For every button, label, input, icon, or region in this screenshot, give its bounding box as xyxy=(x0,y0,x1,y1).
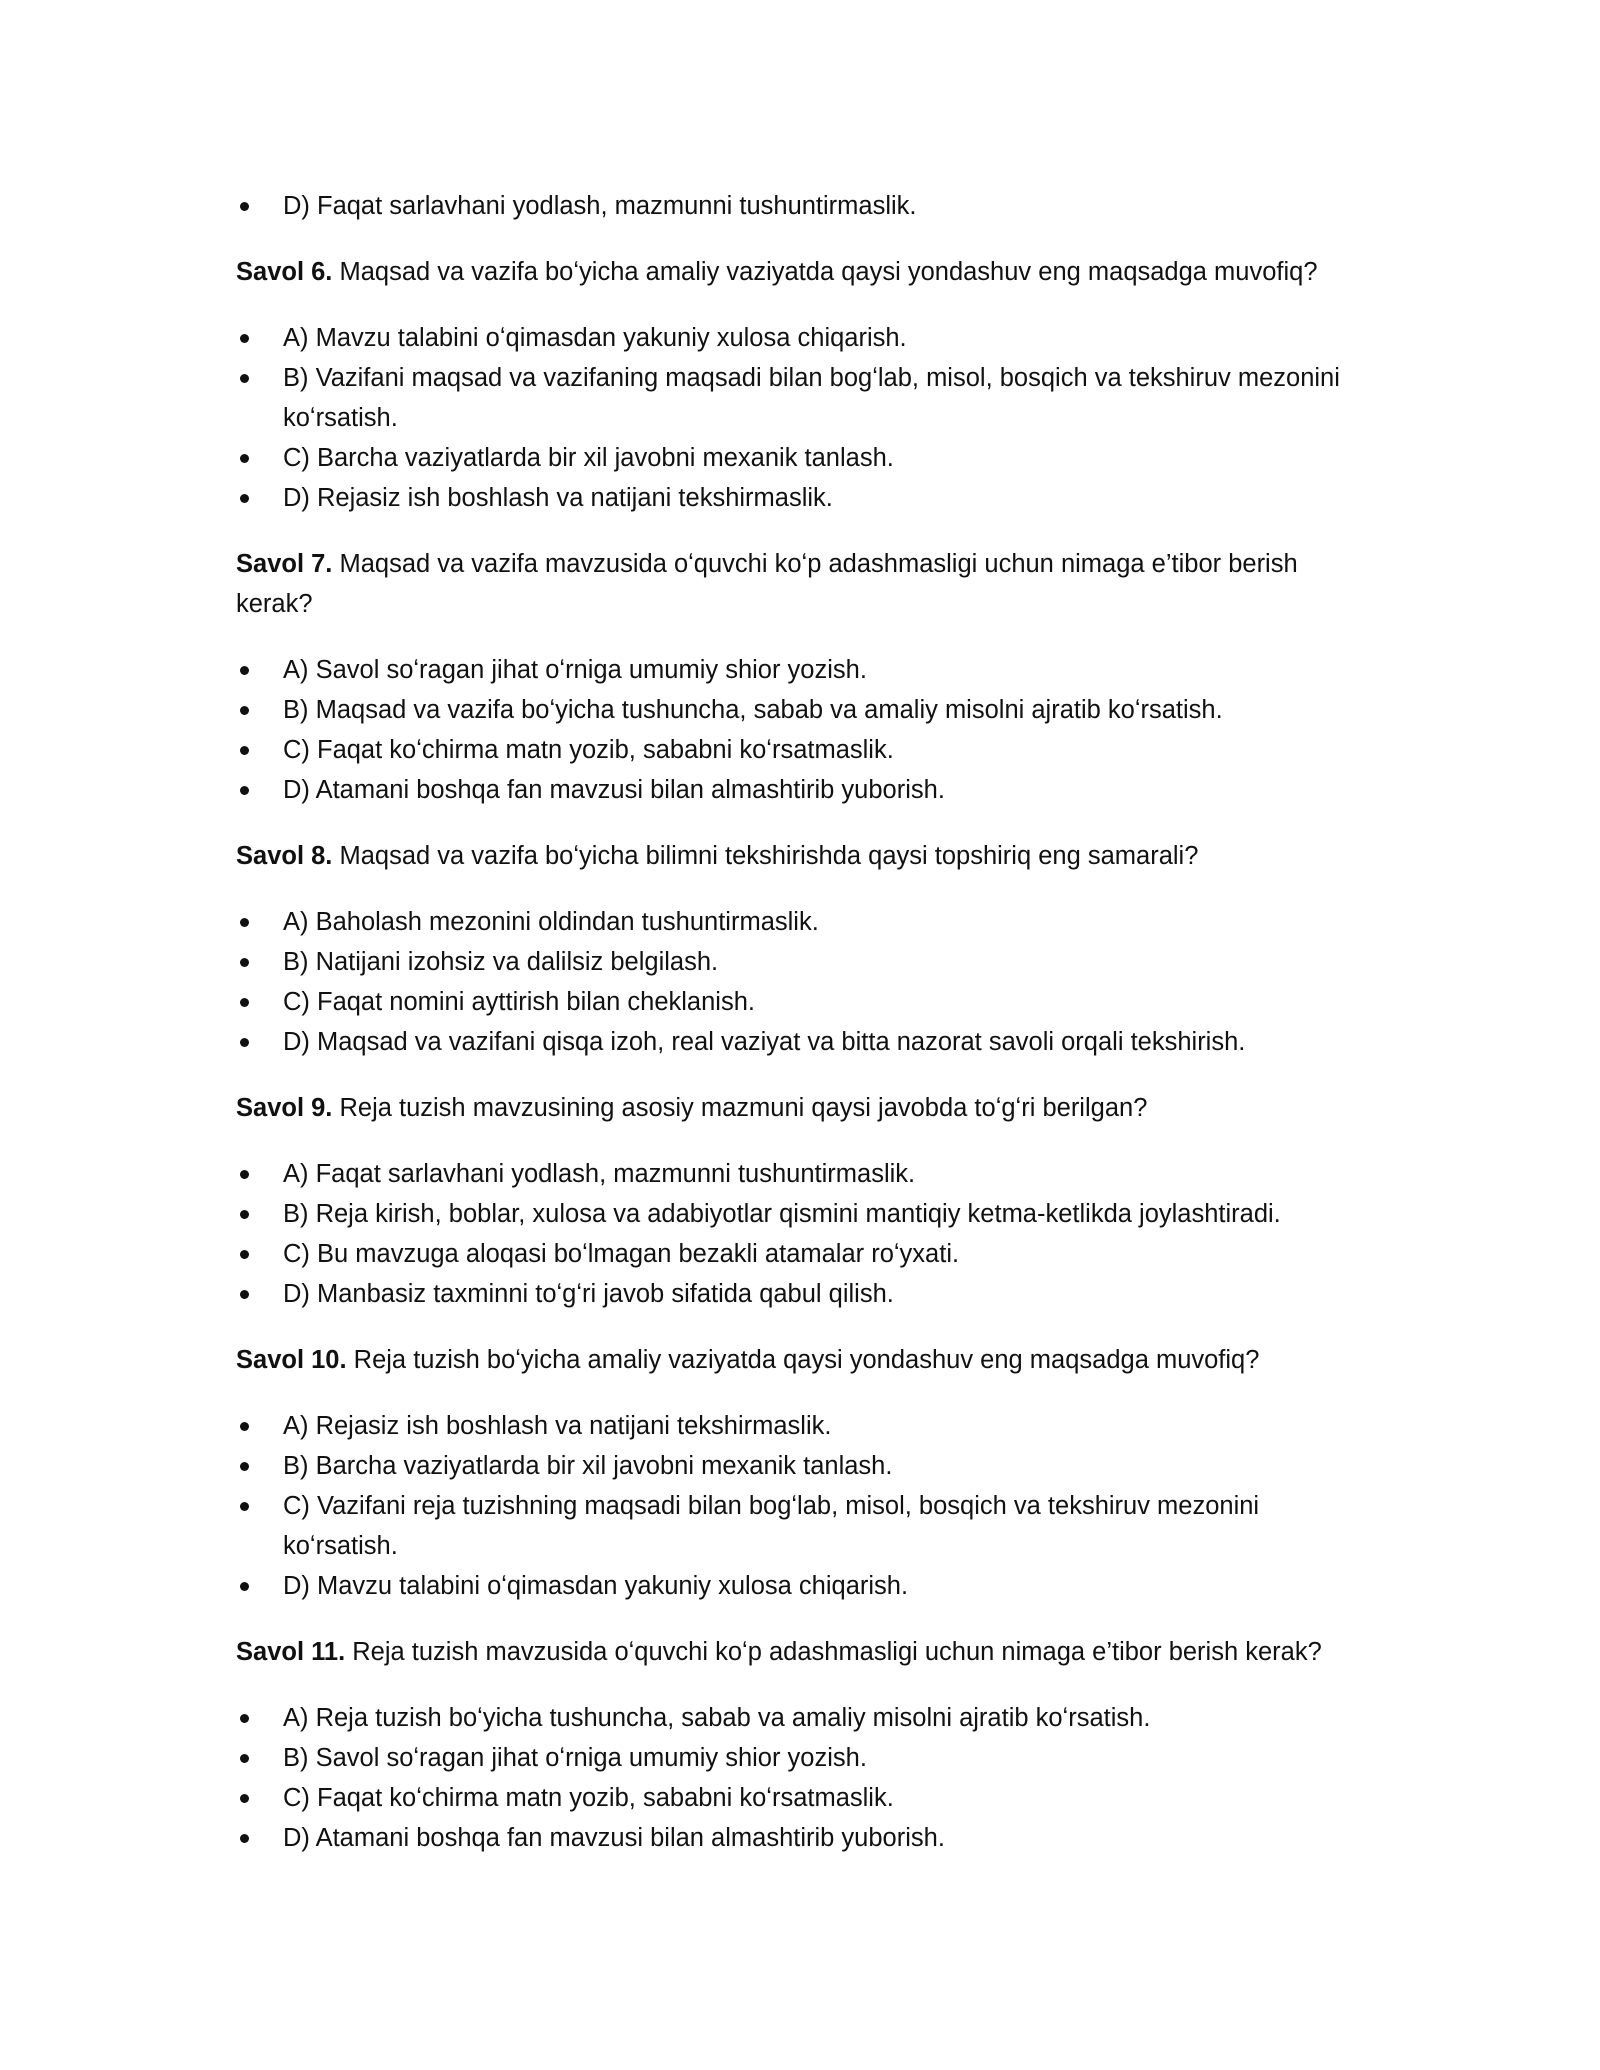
question-label: Savol 10. xyxy=(236,1346,347,1374)
answer-option-text: C) Faqat koʻchirma matn yozib, sababni koʻrsatmaslik. xyxy=(283,736,894,764)
answer-option-text: A) Reja tuzish boʻyicha tushuncha, sabab va amaliy misolni ajratib koʻrsatish. xyxy=(283,1704,1151,1732)
answer-option-text: B) Savol soʻragan jihat oʻrniga umumiy shior yozish. xyxy=(283,1744,867,1772)
question-label: Savol 8. xyxy=(236,842,333,870)
question-label: Savol 6. xyxy=(236,258,333,286)
bullet-icon xyxy=(240,494,249,503)
answer-options-list xyxy=(236,1406,1360,1606)
bullet-icon xyxy=(240,1250,249,1259)
answer-option-text: B) Vazifani maqsad va vazifaning maqsadi bilan bogʻlab, misol, bosqich va tekshiruv mezonini koʻrsatish. xyxy=(283,364,1340,432)
answer-option-text: A) Rejasiz ish boshlash va natijani tekshirmaslik. xyxy=(283,1412,832,1440)
answer-option xyxy=(236,650,1360,690)
bullet-icon xyxy=(240,334,249,343)
bullet-icon xyxy=(240,1502,249,1511)
answer-option-text: D) Mavzu talabini oʻqimasdan yakuniy xulosa chiqarish. xyxy=(283,1572,909,1600)
answer-option-text: C) Faqat nomini ayttirish bilan cheklanish. xyxy=(283,988,755,1016)
answer-option xyxy=(236,1778,1360,1818)
question-text: Reja tuzish mavzusining asosiy mazmuni qaysi javobda toʻgʻri berilgan? xyxy=(332,1094,1148,1122)
answer-options-list xyxy=(236,902,1360,1062)
answer-option-text: D) Atamani boshqa fan mavzusi bilan almashtirib yuborish. xyxy=(283,1824,945,1852)
answer-option xyxy=(236,1818,1360,1858)
answer-options-list xyxy=(236,1698,1360,1858)
answer-option-text: B) Barcha vaziyatlarda bir xil javobni mexanik tanlash. xyxy=(283,1452,893,1480)
answer-option xyxy=(236,1194,1360,1234)
question-label: Savol 11. xyxy=(236,1638,346,1666)
bullet-icon xyxy=(240,706,249,715)
question-label: Savol 7. xyxy=(236,550,333,578)
bullet-icon xyxy=(240,958,249,967)
answer-option xyxy=(236,1154,1360,1194)
answer-option xyxy=(236,438,1360,478)
answer-option-text: A) Savol soʻragan jihat oʻrniga umumiy shior yozish. xyxy=(283,656,867,684)
answer-option-text: A) Faqat sarlavhani yodlash, mazmunni tushuntirmaslik. xyxy=(283,1160,916,1188)
bullet-icon xyxy=(240,1582,249,1591)
answer-option xyxy=(236,730,1360,770)
answer-option-text: D) Maqsad va vazifani qisqa izoh, real vaziyat va bitta nazorat savoli orqali tekshirish. xyxy=(283,1028,1246,1056)
answer-option xyxy=(236,1566,1360,1606)
answer-options-list xyxy=(236,1154,1360,1314)
question-text: Maqsad va vazifa mavzusida oʻquvchi koʻp adashmasligi uchun nimaga e’tibor berish kerak? xyxy=(236,550,1298,618)
bullet-icon xyxy=(240,786,249,795)
bullet-icon xyxy=(240,374,249,383)
answer-option xyxy=(236,478,1360,518)
bullet-icon xyxy=(240,1170,249,1179)
answer-option-text: B) Natijani izohsiz va dalilsiz belgilash. xyxy=(283,948,719,976)
bullet-icon xyxy=(240,998,249,1007)
bullet-icon xyxy=(240,1794,249,1803)
bullet-icon xyxy=(240,918,249,927)
answer-option xyxy=(236,1022,1360,1062)
answer-option-text: C) Bu mavzuga aloqasi boʻlmagan bezakli atamalar roʻyxati. xyxy=(283,1240,960,1268)
answer-option xyxy=(236,1446,1360,1486)
answer-option xyxy=(236,942,1360,982)
answer-option xyxy=(236,1486,1360,1566)
bullet-icon xyxy=(240,454,249,463)
answer-option-text: D) Rejasiz ish boshlash va natijani tekshirmaslik. xyxy=(283,484,833,512)
document-body xyxy=(236,186,1360,1858)
bullet-icon xyxy=(240,1462,249,1471)
answer-option xyxy=(236,770,1360,810)
question-paragraph xyxy=(236,1088,1360,1128)
answer-option-text: B) Maqsad va vazifa boʻyicha tushuncha, sabab va amaliy misolni ajratib koʻrsatish. xyxy=(283,696,1223,724)
answer-option xyxy=(236,1234,1360,1274)
answer-option-text: C) Faqat koʻchirma matn yozib, sababni koʻrsatmaslik. xyxy=(283,1784,894,1812)
bullet-icon xyxy=(240,1422,249,1431)
answer-options-list xyxy=(236,186,1360,226)
bullet-icon xyxy=(240,666,249,675)
answer-option xyxy=(236,902,1360,942)
answer-option xyxy=(236,1698,1360,1738)
question-paragraph xyxy=(236,836,1360,876)
answer-option xyxy=(236,186,1360,226)
bullet-icon xyxy=(240,1290,249,1299)
answer-option-text: A) Mavzu talabini oʻqimasdan yakuniy xulosa chiqarish. xyxy=(283,324,907,352)
question-text: Maqsad va vazifa boʻyicha bilimni tekshirishda qaysi topshiriq eng samarali? xyxy=(332,842,1199,870)
question-label: Savol 9. xyxy=(236,1094,333,1122)
question-paragraph xyxy=(236,1632,1360,1672)
answer-option-text: C) Barcha vaziyatlarda bir xil javobni mexanik tanlash. xyxy=(283,444,894,472)
question-text: Maqsad va vazifa boʻyicha amaliy vaziyatda qaysi yondashuv eng maqsadga muvofiq? xyxy=(332,258,1318,286)
answer-options-list xyxy=(236,318,1360,518)
answer-option-text: D) Manbasiz taxminni toʻgʻri javob sifatida qabul qilish. xyxy=(283,1280,894,1308)
question-paragraph xyxy=(236,544,1360,624)
bullet-icon xyxy=(240,1714,249,1723)
question-paragraph xyxy=(236,252,1360,292)
answer-option xyxy=(236,982,1360,1022)
answer-option xyxy=(236,690,1360,730)
answer-options-list xyxy=(236,650,1360,810)
answer-option xyxy=(236,1738,1360,1778)
answer-option-text: B) Reja kirish, boblar, xulosa va adabiyotlar qismini mantiqiy ketma-ketlikda joylashtiradi. xyxy=(283,1200,1281,1228)
answer-option xyxy=(236,1406,1360,1446)
bullet-icon xyxy=(240,1834,249,1843)
answer-option-text: D) Faqat sarlavhani yodlash, mazmunni tushuntirmaslik. xyxy=(283,192,917,220)
answer-option xyxy=(236,358,1360,438)
answer-option xyxy=(236,1274,1360,1314)
bullet-icon xyxy=(240,1754,249,1763)
answer-option-text: A) Baholash mezonini oldindan tushuntirmaslik. xyxy=(283,908,819,936)
question-text: Reja tuzish mavzusida oʻquvchi koʻp adashmasligi uchun nimaga e’tibor berish kerak? xyxy=(345,1638,1322,1666)
answer-option xyxy=(236,318,1360,358)
answer-option-text: D) Atamani boshqa fan mavzusi bilan almashtirib yuborish. xyxy=(283,776,945,804)
bullet-icon xyxy=(240,1210,249,1219)
bullet-icon xyxy=(240,202,249,211)
bullet-icon xyxy=(240,1038,249,1047)
bullet-icon xyxy=(240,746,249,755)
answer-option-text: C) Vazifani reja tuzishning maqsadi bilan bogʻlab, misol, bosqich va tekshiruv mezonini koʻrsatish. xyxy=(283,1492,1260,1560)
question-paragraph xyxy=(236,1340,1360,1380)
question-text: Reja tuzish boʻyicha amaliy vaziyatda qaysi yondashuv eng maqsadga muvofiq? xyxy=(346,1346,1260,1374)
